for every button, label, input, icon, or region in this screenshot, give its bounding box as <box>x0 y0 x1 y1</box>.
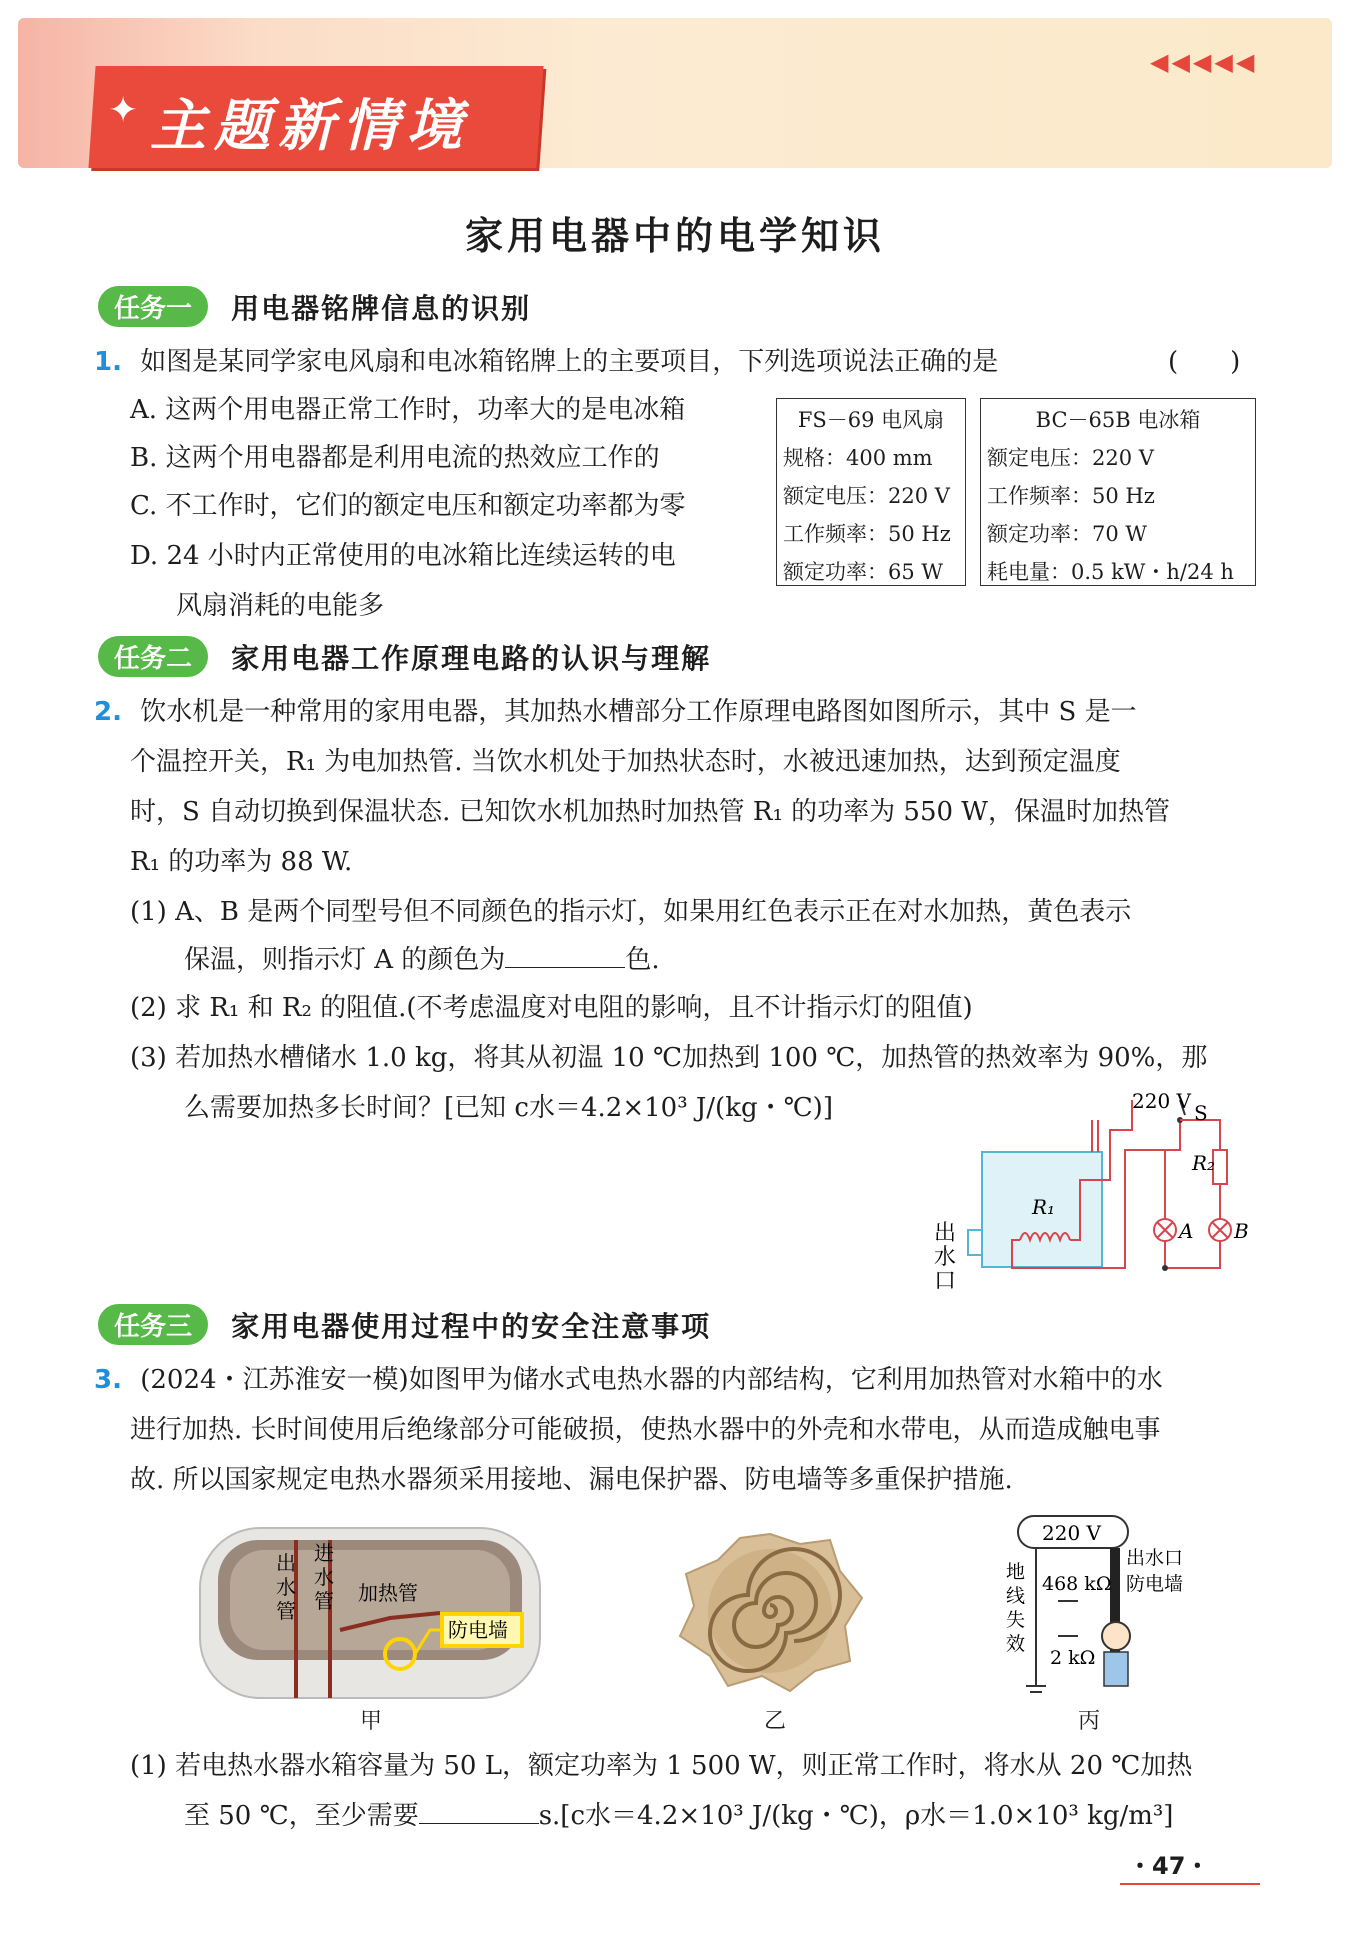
q3-line <box>94 1362 1163 1398</box>
q3-sub1: (1) 若电热水器水箱容量为 50 L，额定功率为 1 500 W，则正常工作时，将水从 20 ℃加热 <box>130 1751 1193 1781</box>
figure-bing-schematic <box>998 1506 1228 1700</box>
bing-r-wall: 468 kΩ <box>1042 1573 1112 1595</box>
circuit-r2-label: R₂ <box>1192 1151 1216 1175</box>
fan-nameplate <box>776 398 966 586</box>
q1-answer-paren: ( ) <box>1168 347 1241 377</box>
q1-option-b: B. 这两个用电器都是利用电流的热效应工作的 <box>130 443 660 473</box>
q1-stem <box>94 344 998 380</box>
fig-yi-caption: 乙 <box>764 1709 787 1734</box>
fan-plate-row: 额定功率：65 W <box>783 560 943 584</box>
fridge-plate-row: 工作频率：50 Hz <box>987 484 1155 508</box>
q3-line: 故. 所以国家规定电热水器须采用接地、漏电保护器、防电墙等多重保护措施. <box>130 1465 1013 1495</box>
fridge-plate-row: 耗电量：0.5 kW・h/24 h <box>987 560 1234 584</box>
task3-badge: 任务三 <box>98 1304 208 1345</box>
fig-jia-caption: 甲 <box>360 1709 383 1734</box>
q2-answer-blank[interactable] <box>505 943 625 968</box>
q2-line: R₁ 的功率为 88 W. <box>130 847 353 877</box>
q1-option-a: A. 这两个用电器正常工作时，功率大的是电冰箱 <box>130 395 686 425</box>
jia-label: 进 <box>314 1541 334 1565</box>
resistor-r2 <box>1213 1150 1227 1184</box>
fridge-plate-row: 额定功率：70 W <box>987 522 1147 546</box>
figure-jia-water-heater <box>190 1518 550 1718</box>
bing-ground: 效 <box>1006 1633 1026 1655</box>
jia-label: 防电墙 <box>448 1618 508 1642</box>
q1-number: 1. <box>94 347 122 377</box>
circuit-voltage: 220 V <box>1132 1090 1191 1113</box>
page-number: ・47・ <box>1128 1852 1210 1880</box>
jia-label: 加热管 <box>358 1581 418 1605</box>
q1-option-c: C. 不工作时，它们的额定电压和额定功率都为零 <box>130 491 686 521</box>
q3-sub1-tail: s.[c水＝4.2×10³ J/(kg・℃)，ρ水＝1.0×10³ kg/m³] <box>538 1801 1174 1831</box>
q2-sub2: (2) 求 R₁ 和 R₂ 的阻值.(不考虑温度对电阻的影响，且不计指示灯的阻值) <box>130 993 973 1023</box>
circuit-lamp-b-label: B <box>1234 1219 1249 1243</box>
q3-sub1-text: 至 50 ℃，至少需要 <box>184 1801 419 1831</box>
jia-label: 水 <box>314 1565 334 1589</box>
bing-ground: 地 <box>1006 1561 1026 1583</box>
page-number-underline <box>1120 1883 1260 1885</box>
task3-heading <box>98 1304 711 1348</box>
task2-badge: 任务二 <box>98 636 208 677</box>
bing-wall: 防电墙 <box>1126 1573 1184 1595</box>
task1-heading <box>98 286 531 330</box>
q2-sub1-cont <box>184 942 660 978</box>
q2-sub3-cont: 么需要加热多长时间？[已知 c水＝4.2×10³ J/(kg・℃)] <box>184 1093 833 1123</box>
jia-label: 出 <box>276 1551 296 1575</box>
q1-text: 如图是某同学家电风扇和电冰箱铭牌上的主要项目，下列选项说法正确的是 <box>140 347 999 377</box>
water-dispenser-circuit <box>920 1090 1270 1300</box>
q3-sub1-cont <box>184 1798 1173 1834</box>
fridge-plate-title: BC－65B 电冰箱 <box>1035 408 1201 432</box>
task1-title: 用电器铭牌信息的识别 <box>231 291 532 325</box>
q2-line: 时，S 自动切换到保温状态. 已知饮水机加热时加热管 R₁ 的功率为 550 W，保温时加热管 <box>130 797 1171 827</box>
task2-heading <box>98 636 711 680</box>
figure-yi-spiral-wall <box>670 1526 870 1696</box>
circuit-lamp-a-label: A <box>1179 1219 1194 1243</box>
fridge-nameplate <box>980 398 1256 586</box>
jia-label: 水 <box>276 1575 296 1599</box>
q2-line <box>94 694 1137 730</box>
task2-title: 家用电器工作原理电路的认识与理解 <box>231 641 712 675</box>
q2-sub1: (1) A、B 是两个同型号但不同颜色的指示灯，如果用红色表示正在对水加热，黄色表示 <box>130 897 1132 927</box>
fig-bing-caption: 丙 <box>1078 1709 1101 1734</box>
jia-label: 管 <box>314 1589 334 1613</box>
q2-sub3: (3) 若加热水槽储水 1.0 kg，将其从初温 10 ℃加热到 100 ℃，加热管的热效率为 90%，那 <box>130 1043 1208 1073</box>
circuit-switch-label: S <box>1194 1101 1208 1125</box>
circuit-outlet-label: 出 <box>934 1221 957 1246</box>
page-title: 家用电器中的电学知识 <box>464 213 885 258</box>
q2-sub1-text: 保温，则指示灯 A 的颜色为 <box>184 945 506 975</box>
task3-title: 家用电器使用过程中的安全注意事项 <box>231 1309 712 1343</box>
q3-line: 进行加热. 长时间使用后绝缘部分可能破损，使热水器中的外壳和水带电，从而造成触电事 <box>130 1415 1161 1445</box>
person-icon <box>1102 1622 1130 1650</box>
q2-text: 饮水机是一种常用的家用电器，其加热水槽部分工作原理电路图如图所示，其中 S 是一 <box>140 697 1137 727</box>
q1-option-d: D. 24 小时内正常使用的电冰箱比连续运转的电 <box>130 541 676 571</box>
fan-plate-row: 规格：400 mm <box>783 446 933 470</box>
bing-ground: 失 <box>1006 1609 1026 1631</box>
arrows-icon: ◀◀◀◀◀ <box>1150 48 1258 76</box>
bing-ground: 线 <box>1006 1585 1026 1607</box>
circuit-outlet-label: 水 <box>934 1245 957 1270</box>
q3-number: 3. <box>94 1365 122 1395</box>
task1-badge: 任务一 <box>98 286 208 327</box>
q1-option-d-cont: 风扇消耗的电能多 <box>176 591 385 621</box>
q3-text: (2024・江苏淮安一模)如图甲为储水式电热水器的内部结构，它利用加热管对水箱中的水 <box>140 1365 1163 1395</box>
jia-label: 管 <box>276 1599 296 1623</box>
fridge-plate-row: 额定电压：220 V <box>987 446 1154 470</box>
q2-line: 个温控开关，R₁ 为电加热管. 当饮水机处于加热状态时，水被迅速加热，达到预定温度 <box>130 747 1121 777</box>
circuit-outlet-label: 口 <box>934 1269 957 1294</box>
fan-plate-row: 工作频率：50 Hz <box>783 522 951 546</box>
fan-plate-row: 额定电压：220 V <box>783 484 950 508</box>
circuit-r1-label: R₁ <box>1032 1195 1056 1219</box>
fan-plate-title: FS－69 电风扇 <box>797 408 945 432</box>
bing-voltage: 220 V <box>1042 1521 1101 1545</box>
q3-answer-blank[interactable] <box>419 1799 539 1824</box>
bing-r-body: 2 kΩ <box>1050 1647 1096 1669</box>
q2-sub1-tail: 色. <box>625 945 660 975</box>
sparkle-icon: ✦ <box>108 90 139 131</box>
q2-number: 2. <box>94 697 122 727</box>
bing-outlet: 出水口 <box>1126 1547 1184 1569</box>
banner-title: 主题新情境 <box>150 94 470 159</box>
